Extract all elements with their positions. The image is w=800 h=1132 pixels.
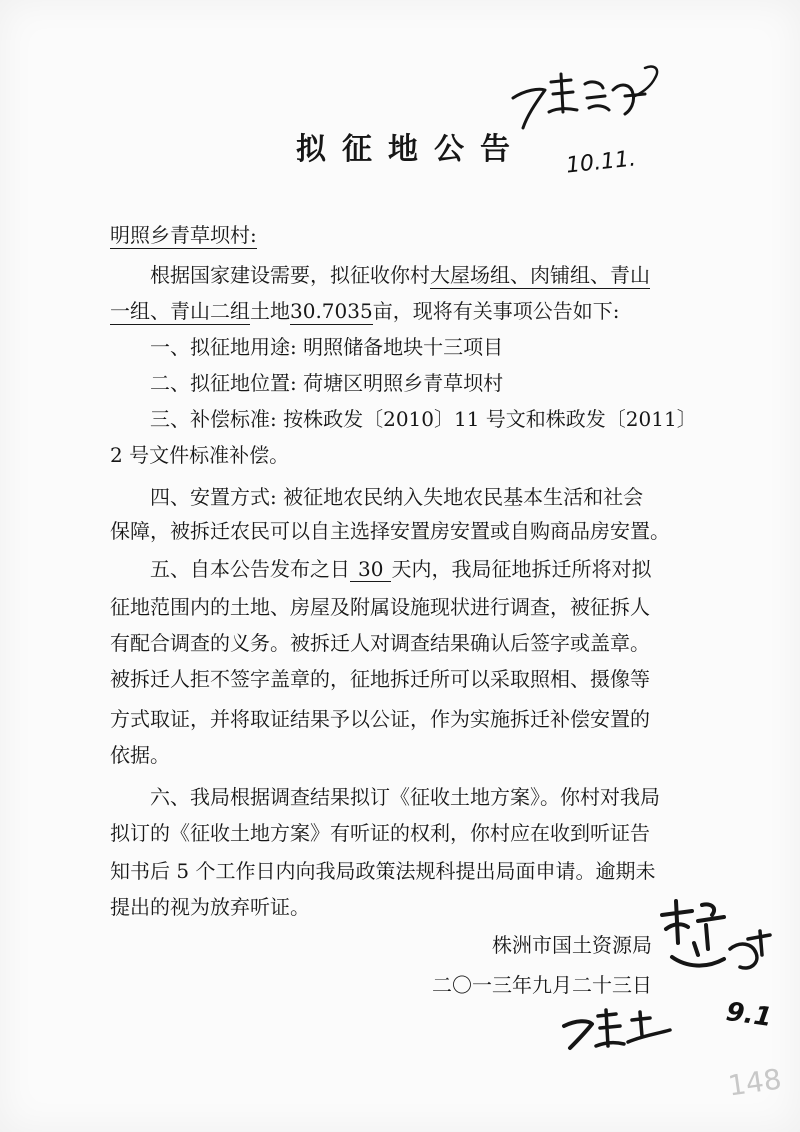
item-4-line-2: 保障，被拆迁农民可以自主选择安置房安置或自购商品房安置。 bbox=[110, 519, 670, 543]
addressee: 明照乡青草坝村: bbox=[110, 223, 257, 247]
handwritten-page-number: 148 bbox=[725, 1062, 784, 1103]
item-6-line-2: 拟订的《征收土地方案》有听证的权利，你村应在收到听证告 bbox=[110, 821, 650, 845]
handwritten-signature-bottom bbox=[558, 1006, 678, 1056]
intro-line-1: 根据国家建设需要，拟征收你村大屋场组、肉铺组、青山 bbox=[150, 263, 650, 287]
item-3-line-1: 三、补偿标准: 按株政发〔2010〕11 号文和株政发〔2011〕 bbox=[150, 407, 697, 431]
item-6-line-3: 知书后 5 个工作日内向我局政策法规科提出局面申请。逾期未 bbox=[110, 859, 656, 883]
handwritten-date-right: 9.1 bbox=[724, 996, 774, 1034]
item-5-line-2: 征地范围内的土地、房屋及附属设施现状进行调查，被征拆人 bbox=[110, 595, 650, 619]
item-5-line-1: 五、自本公告发布之日 30 天内，我局征地拆迁所将对拟 bbox=[150, 557, 652, 581]
issuer: 株洲市国土资源局 bbox=[492, 933, 652, 957]
item-6-line-1: 六、我局根据调查结果拟订《征收土地方案》。你村对我局 bbox=[150, 785, 660, 809]
item-4-line-1: 四、安置方式: 被征地农民纳入失地农民基本生活和社会 bbox=[150, 485, 644, 509]
item-2: 二、拟征地位置: 荷塘区明照乡青草坝村 bbox=[150, 371, 504, 395]
item-5-line-6: 依据。 bbox=[110, 743, 170, 767]
item-6-line-4: 提出的视为放弃听证。 bbox=[110, 895, 310, 919]
item-1: 一、拟征地用途: 明照储备地块十三项目 bbox=[150, 335, 504, 359]
item-5-line-4: 被拆迁人拒不签字盖章的，征地拆迁所可以采取照相、摄像等 bbox=[110, 667, 650, 691]
intro-line-2: 一组、青山二组土地30.7035亩，现将有关事项公告如下: bbox=[110, 299, 620, 323]
page-title: 拟征地公告 bbox=[296, 132, 526, 167]
handwritten-signature-top bbox=[505, 60, 665, 140]
handwritten-signature-right bbox=[652, 895, 792, 995]
item-5-line-5: 方式取证，并将取证结果予以公证，作为实施拆迁补偿安置的 bbox=[110, 707, 650, 731]
issue-date: 二〇一三年九月二十三日 bbox=[432, 973, 652, 997]
item-5-line-3: 有配合调查的义务。被拆迁人对调查结果确认后签字或盖章。 bbox=[110, 631, 650, 655]
handwritten-date-top: 10.11. bbox=[564, 146, 638, 179]
item-3-line-2: 2 号文件标准补偿。 bbox=[110, 443, 290, 467]
